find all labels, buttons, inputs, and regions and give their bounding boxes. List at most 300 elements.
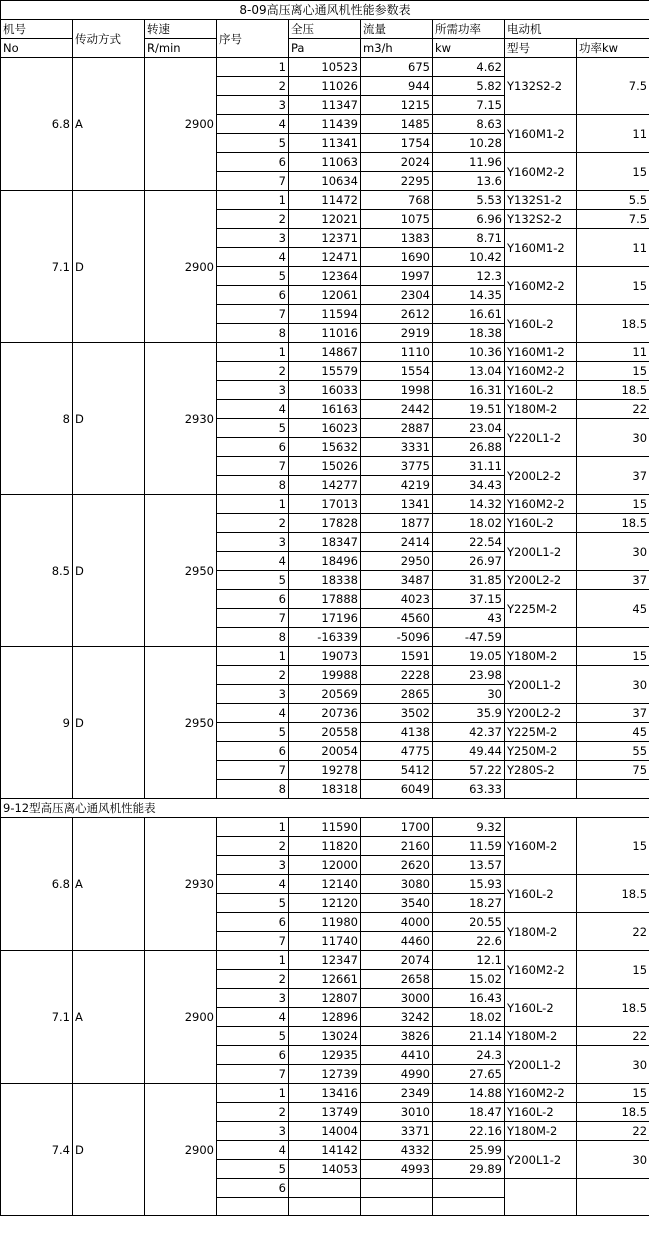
flow-rate: 4993 (361, 1160, 433, 1179)
total-pressure: 20054 (289, 742, 361, 761)
motor-power (577, 1179, 649, 1216)
motor-model: Y160M2-2 (505, 495, 577, 514)
seq-number: 4 (217, 1008, 289, 1027)
drive-type: A (73, 58, 145, 191)
seq-number: 7 (217, 761, 289, 780)
total-pressure: 13024 (289, 1027, 361, 1046)
header-xuhao: 序号 (217, 20, 289, 58)
flow-rate: 3775 (361, 457, 433, 476)
header-quanya: 全压 (289, 20, 361, 39)
flow-rate: 6049 (361, 780, 433, 799)
required-power: 31.11 (433, 457, 505, 476)
flow-rate: 3502 (361, 704, 433, 723)
seq-number: 2 (217, 837, 289, 856)
motor-model: Y180M-2 (505, 1122, 577, 1141)
motor-model: Y180M-2 (505, 913, 577, 951)
flow-rate: 944 (361, 77, 433, 96)
motor-model: Y200L2-2 (505, 571, 577, 590)
rotation-speed: 2930 (145, 818, 217, 951)
motor-model: Y160M1-2 (505, 115, 577, 153)
total-pressure: 12364 (289, 267, 361, 286)
required-power: -47.59 (433, 628, 505, 647)
motor-power: 30 (577, 1046, 649, 1084)
required-power: 11.59 (433, 837, 505, 856)
flow-rate: 4990 (361, 1065, 433, 1084)
total-pressure: 10634 (289, 172, 361, 191)
motor-model: Y200L2-2 (505, 457, 577, 495)
seq-number: 5 (217, 419, 289, 438)
motor-power: 15 (577, 1084, 649, 1103)
seq-number: 7 (217, 172, 289, 191)
header-jihao: 机号 (1, 20, 73, 39)
required-power: 12.1 (433, 951, 505, 970)
total-pressure: 12347 (289, 951, 361, 970)
motor-power: 45 (577, 723, 649, 742)
rotation-speed: 2900 (145, 58, 217, 191)
flow-rate: 2919 (361, 324, 433, 343)
header-m3h: m3/h (361, 39, 433, 58)
drive-type: D (73, 343, 145, 495)
motor-model: Y160L-2 (505, 381, 577, 400)
motor-power: 18.5 (577, 1103, 649, 1122)
seq-number: 2 (217, 77, 289, 96)
seq-number: 5 (217, 1160, 289, 1179)
required-power: 34.43 (433, 476, 505, 495)
total-pressure: 11026 (289, 77, 361, 96)
required-power: 6.96 (433, 210, 505, 229)
total-pressure: 12371 (289, 229, 361, 248)
flow-rate: 675 (361, 58, 433, 77)
total-pressure: 10523 (289, 58, 361, 77)
motor-power: 75 (577, 761, 649, 780)
motor-model: Y220L1-2 (505, 419, 577, 457)
motor-model: Y160M1-2 (505, 229, 577, 267)
motor-power: 22 (577, 1027, 649, 1046)
total-pressure: 17828 (289, 514, 361, 533)
required-power: 8.63 (433, 115, 505, 134)
motor-model: Y200L1-2 (505, 1141, 577, 1179)
total-pressure: 11063 (289, 153, 361, 172)
seq-number: 8 (217, 476, 289, 495)
rotation-speed: 2900 (145, 951, 217, 1084)
seq-number: 6 (217, 1046, 289, 1065)
motor-model: Y200L1-2 (505, 533, 577, 571)
motor-model: Y180M-2 (505, 1027, 577, 1046)
header-diandongji: 电动机 (505, 20, 649, 39)
total-pressure: 11439 (289, 115, 361, 134)
total-pressure: 18496 (289, 552, 361, 571)
fan-number: 8.5 (1, 495, 73, 647)
motor-model: Y160M2-2 (505, 1084, 577, 1103)
seq-number: 4 (217, 1141, 289, 1160)
table-row (1, 647, 649, 666)
required-power: 20.55 (433, 913, 505, 932)
motor-model: Y132S2-2 (505, 58, 577, 115)
motor-power: 11 (577, 229, 649, 267)
required-power: 26.88 (433, 438, 505, 457)
motor-model: Y250M-2 (505, 742, 577, 761)
total-pressure: 15632 (289, 438, 361, 457)
motor-power: 30 (577, 1141, 649, 1179)
rotation-speed: 2930 (145, 343, 217, 495)
seq-number: 1 (217, 191, 289, 210)
total-pressure: 20558 (289, 723, 361, 742)
required-power: 49.44 (433, 742, 505, 761)
required-power: 4.62 (433, 58, 505, 77)
total-pressure: 18347 (289, 533, 361, 552)
motor-model (505, 780, 577, 799)
seq-number: 6 (217, 1179, 289, 1198)
flow-rate: 768 (361, 191, 433, 210)
seq-number: 4 (217, 704, 289, 723)
required-power: 19.51 (433, 400, 505, 419)
seq-number: 6 (217, 590, 289, 609)
required-power: 35.9 (433, 704, 505, 723)
seq-number: 4 (217, 248, 289, 267)
motor-model: Y225M-2 (505, 723, 577, 742)
total-pressure: 17013 (289, 495, 361, 514)
required-power: 37.15 (433, 590, 505, 609)
motor-model: Y200L2-2 (505, 704, 577, 723)
motor-power: 18.5 (577, 989, 649, 1027)
required-power (433, 1198, 505, 1216)
fan-number: 8 (1, 343, 73, 495)
flow-rate: 2620 (361, 856, 433, 875)
total-pressure: 13749 (289, 1103, 361, 1122)
total-pressure: 12661 (289, 970, 361, 989)
motor-power: 15 (577, 267, 649, 305)
required-power: 16.31 (433, 381, 505, 400)
required-power: 9.32 (433, 818, 505, 837)
flow-rate: 1700 (361, 818, 433, 837)
total-pressure: 17196 (289, 609, 361, 628)
motor-power: 18.5 (577, 305, 649, 343)
required-power: 13.57 (433, 856, 505, 875)
flow-rate: 2442 (361, 400, 433, 419)
motor-power: 18.5 (577, 381, 649, 400)
flow-rate: 3000 (361, 989, 433, 1008)
rotation-speed: 2900 (145, 1084, 217, 1216)
total-pressure: 13416 (289, 1084, 361, 1103)
seq-number: 8 (217, 324, 289, 343)
motor-model: Y160M2-2 (505, 153, 577, 191)
required-power: 25.99 (433, 1141, 505, 1160)
seq-number: 3 (217, 96, 289, 115)
required-power: 24.3 (433, 1046, 505, 1065)
required-power: 12.3 (433, 267, 505, 286)
flow-rate: 2295 (361, 172, 433, 191)
seq-number: 3 (217, 229, 289, 248)
total-pressure: 16033 (289, 381, 361, 400)
total-pressure: 11594 (289, 305, 361, 324)
flow-rate: 5412 (361, 761, 433, 780)
fan-number: 7.1 (1, 191, 73, 343)
header-liuliang: 流量 (361, 20, 433, 39)
motor-model: Y200L1-2 (505, 1046, 577, 1084)
total-pressure: 14053 (289, 1160, 361, 1179)
motor-power: 7.5 (577, 58, 649, 115)
seq-number: 7 (217, 1065, 289, 1084)
fan-number: 7.1 (1, 951, 73, 1084)
seq-number: 1 (217, 951, 289, 970)
flow-rate: 1998 (361, 381, 433, 400)
flow-rate: 1554 (361, 362, 433, 381)
required-power: 10.42 (433, 248, 505, 267)
total-pressure: 11740 (289, 932, 361, 951)
required-power: 18.02 (433, 1008, 505, 1027)
flow-rate: 4219 (361, 476, 433, 495)
table-row (1, 1084, 649, 1103)
flow-rate: 4775 (361, 742, 433, 761)
table-row (1, 191, 649, 210)
required-power: 43 (433, 609, 505, 628)
table-row (1, 951, 649, 970)
motor-power: 11 (577, 115, 649, 153)
total-pressure: 14867 (289, 343, 361, 362)
motor-model: Y280S-2 (505, 761, 577, 780)
seq-number: 8 (217, 628, 289, 647)
header-pa: Pa (289, 39, 361, 58)
flow-rate: 1383 (361, 229, 433, 248)
rotation-speed: 2950 (145, 495, 217, 647)
flow-rate: 3242 (361, 1008, 433, 1027)
motor-power (577, 780, 649, 799)
flow-rate: 1341 (361, 495, 433, 514)
required-power: 13.04 (433, 362, 505, 381)
drive-type: D (73, 1084, 145, 1216)
required-power: 10.36 (433, 343, 505, 362)
flow-rate: 2612 (361, 305, 433, 324)
motor-power: 37 (577, 704, 649, 723)
flow-rate: 2304 (361, 286, 433, 305)
motor-model: Y160M2-2 (505, 951, 577, 989)
required-power: 7.15 (433, 96, 505, 115)
motor-model: Y160L-2 (505, 989, 577, 1027)
header-no: No (1, 39, 73, 58)
seq-number: 3 (217, 856, 289, 875)
seq-number: 1 (217, 58, 289, 77)
seq-number: 3 (217, 989, 289, 1008)
motor-power: 45 (577, 590, 649, 628)
motor-power: 37 (577, 571, 649, 590)
flow-rate: 3826 (361, 1027, 433, 1046)
total-pressure: 18338 (289, 571, 361, 590)
flow-rate: 4023 (361, 590, 433, 609)
flow-rate: 4410 (361, 1046, 433, 1065)
seq-number: 2 (217, 210, 289, 229)
motor-model: Y200L1-2 (505, 666, 577, 704)
table-row (1, 818, 649, 837)
seq-number: 7 (217, 457, 289, 476)
seq-number: 4 (217, 400, 289, 419)
motor-power: 30 (577, 533, 649, 571)
seq-number: 1 (217, 343, 289, 362)
motor-power: 18.5 (577, 514, 649, 533)
motor-model: Y160L-2 (505, 305, 577, 343)
total-pressure: 12739 (289, 1065, 361, 1084)
motor-power: 15 (577, 951, 649, 989)
total-pressure: 14004 (289, 1122, 361, 1141)
flow-rate: 1215 (361, 96, 433, 115)
required-power: 16.43 (433, 989, 505, 1008)
motor-power: 22 (577, 400, 649, 419)
drive-type: D (73, 647, 145, 799)
seq-number: 7 (217, 609, 289, 628)
motor-power: 18.5 (577, 875, 649, 913)
total-pressure: 11472 (289, 191, 361, 210)
fan-number: 6.8 (1, 58, 73, 191)
fan-number: 6.8 (1, 818, 73, 951)
required-power: 8.71 (433, 229, 505, 248)
total-pressure: 11590 (289, 818, 361, 837)
total-pressure: 16163 (289, 400, 361, 419)
total-pressure: 16023 (289, 419, 361, 438)
seq-number: 4 (217, 115, 289, 134)
seq-number: 6 (217, 438, 289, 457)
motor-model: Y225M-2 (505, 590, 577, 628)
motor-power: 15 (577, 153, 649, 191)
motor-model: Y160M2-2 (505, 267, 577, 305)
required-power: 63.33 (433, 780, 505, 799)
total-pressure: 19073 (289, 647, 361, 666)
required-power: 22.54 (433, 533, 505, 552)
seq-number: 3 (217, 685, 289, 704)
motor-model: Y132S2-2 (505, 210, 577, 229)
total-pressure: 15579 (289, 362, 361, 381)
required-power: 14.32 (433, 495, 505, 514)
flow-rate: 3331 (361, 438, 433, 457)
flow-rate: 3371 (361, 1122, 433, 1141)
seq-number: 5 (217, 134, 289, 153)
flow-rate: 3487 (361, 571, 433, 590)
total-pressure: 12120 (289, 894, 361, 913)
header-rmin: R/min (145, 39, 217, 58)
motor-model: Y160L-2 (505, 1103, 577, 1122)
total-pressure: 14142 (289, 1141, 361, 1160)
flow-rate: 1690 (361, 248, 433, 267)
flow-rate: 2950 (361, 552, 433, 571)
motor-power: 37 (577, 457, 649, 495)
seq-number: 3 (217, 533, 289, 552)
rotation-speed: 2900 (145, 191, 217, 343)
flow-rate: 2658 (361, 970, 433, 989)
seq-number: 4 (217, 552, 289, 571)
flow-rate: 1075 (361, 210, 433, 229)
motor-power: 30 (577, 419, 649, 457)
required-power: 10.28 (433, 134, 505, 153)
required-power: 30 (433, 685, 505, 704)
seq-number: 7 (217, 305, 289, 324)
flow-rate: 2160 (361, 837, 433, 856)
seq-number: 5 (217, 267, 289, 286)
table-row (1, 343, 649, 362)
flow-rate: 2074 (361, 951, 433, 970)
required-power: 14.88 (433, 1084, 505, 1103)
flow-rate: 2228 (361, 666, 433, 685)
seq-number: 7 (217, 932, 289, 951)
required-power: 23.98 (433, 666, 505, 685)
motor-model: Y160L-2 (505, 875, 577, 913)
seq-number: 2 (217, 970, 289, 989)
required-power: 27.65 (433, 1065, 505, 1084)
total-pressure: 20569 (289, 685, 361, 704)
required-power: 22.16 (433, 1122, 505, 1141)
flow-rate: 2887 (361, 419, 433, 438)
total-pressure: 20736 (289, 704, 361, 723)
total-pressure: 11820 (289, 837, 361, 856)
motor-model: Y160M1-2 (505, 343, 577, 362)
required-power: 15.93 (433, 875, 505, 894)
required-power: 18.38 (433, 324, 505, 343)
required-power: 11.96 (433, 153, 505, 172)
drive-type: D (73, 191, 145, 343)
required-power: 22.6 (433, 932, 505, 951)
header-zhuansu: 转速 (145, 20, 217, 39)
required-power: 29.89 (433, 1160, 505, 1179)
motor-power: 15 (577, 495, 649, 514)
total-pressure: -16339 (289, 628, 361, 647)
seq-number (217, 1198, 289, 1216)
motor-model: Y180M-2 (505, 400, 577, 419)
flow-rate: 1591 (361, 647, 433, 666)
motor-model: Y160M-2 (505, 818, 577, 875)
total-pressure: 14277 (289, 476, 361, 495)
section-title: 9-12型高压离心通风机性能表 (1, 799, 649, 818)
flow-rate: 2349 (361, 1084, 433, 1103)
motor-power: 11 (577, 343, 649, 362)
motor-model (505, 628, 577, 647)
total-pressure: 11341 (289, 134, 361, 153)
total-pressure (289, 1179, 361, 1198)
flow-rate: -5096 (361, 628, 433, 647)
required-power: 21.14 (433, 1027, 505, 1046)
required-power: 57.22 (433, 761, 505, 780)
flow-rate (361, 1179, 433, 1198)
flow-rate: 3010 (361, 1103, 433, 1122)
seq-number: 1 (217, 495, 289, 514)
total-pressure: 12896 (289, 1008, 361, 1027)
flow-rate: 2414 (361, 533, 433, 552)
required-power: 26.97 (433, 552, 505, 571)
table-row (1, 58, 649, 77)
total-pressure (289, 1198, 361, 1216)
motor-power: 22 (577, 913, 649, 951)
motor-power: 30 (577, 666, 649, 704)
required-power: 15.02 (433, 970, 505, 989)
header-gonglv: 所需功率 (433, 20, 505, 39)
section-title-row (1, 799, 649, 818)
motor-model: Y160L-2 (505, 514, 577, 533)
required-power: 19.05 (433, 647, 505, 666)
table-row (1, 495, 649, 514)
table-title: 8-09高压离心通风机性能参数表 (1, 1, 649, 20)
required-power: 18.47 (433, 1103, 505, 1122)
seq-number: 1 (217, 1084, 289, 1103)
total-pressure: 12471 (289, 248, 361, 267)
flow-rate: 1997 (361, 267, 433, 286)
total-pressure: 11016 (289, 324, 361, 343)
seq-number: 2 (217, 1103, 289, 1122)
flow-rate: 1110 (361, 343, 433, 362)
total-pressure: 11347 (289, 96, 361, 115)
drive-type: A (73, 951, 145, 1084)
required-power: 42.37 (433, 723, 505, 742)
motor-power: 5.5 (577, 191, 649, 210)
seq-number: 6 (217, 742, 289, 761)
required-power: 5.53 (433, 191, 505, 210)
seq-number: 1 (217, 818, 289, 837)
seq-number: 4 (217, 875, 289, 894)
